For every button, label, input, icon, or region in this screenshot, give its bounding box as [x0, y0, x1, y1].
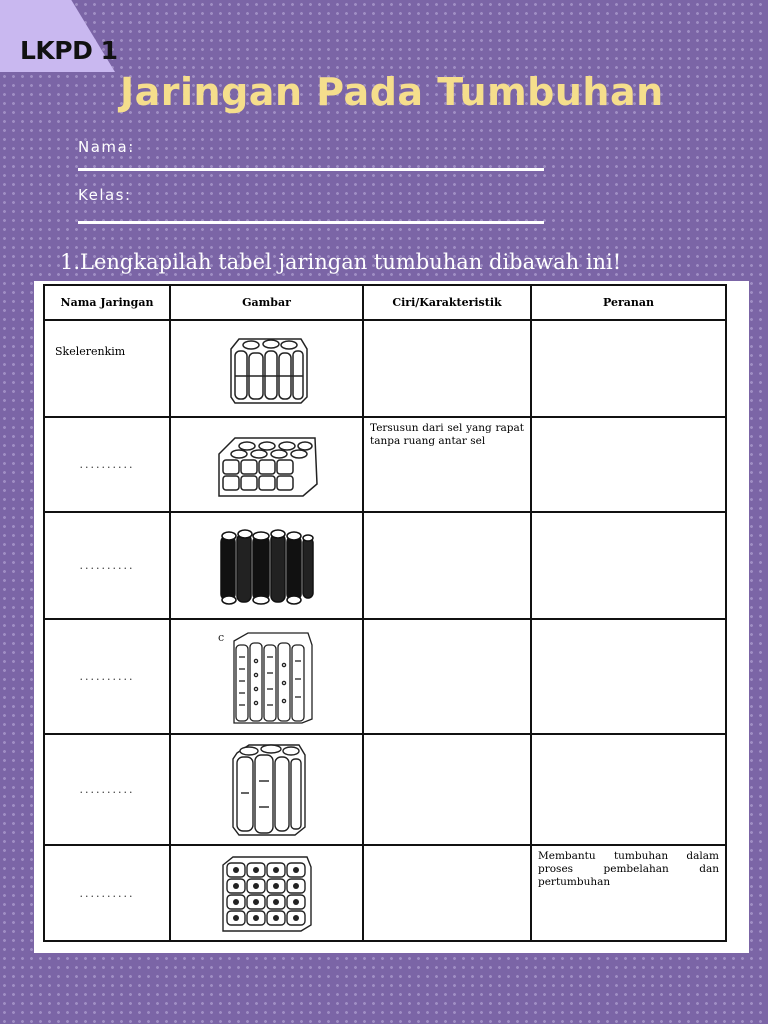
table-row [44, 320, 726, 417]
header-peranan: Peranan [531, 285, 726, 320]
row-nama[interactable]: .......... [44, 512, 170, 619]
row-ciri[interactable] [363, 320, 531, 417]
table-row [44, 417, 726, 512]
table-row [44, 734, 726, 845]
row-peranan[interactable]: Membantu tumbuhan dalam proses pembelahan dan pertumbuhan [531, 845, 726, 941]
tissue-table [43, 284, 727, 942]
row-peranan[interactable] [531, 734, 726, 845]
row-ciri[interactable] [363, 512, 531, 619]
row-nama[interactable]: .......... [44, 734, 170, 845]
svg-text:c: c [217, 630, 224, 644]
row-nama[interactable]: .......... [44, 845, 170, 941]
instruction-text: 1.Lengkapilah tabel jaringan tumbuhan dibawah ini! [60, 250, 622, 274]
sclerenchyma-drawing [170, 320, 363, 417]
row-nama[interactable]: Skelerenkim [44, 320, 170, 417]
row-ciri[interactable] [363, 734, 531, 845]
header-nama: Nama Jaringan [44, 285, 170, 320]
row-nama[interactable]: .......... [44, 417, 170, 512]
table-row [44, 845, 726, 941]
page-title: Jaringan Pada Tumbuhan [120, 70, 664, 114]
parenchyma-drawing [170, 417, 363, 512]
worksheet-paper [34, 281, 749, 953]
table-row [44, 512, 726, 619]
meristem-drawing [170, 845, 363, 941]
kelas-line[interactable] [78, 221, 544, 224]
table-header-row [44, 285, 726, 320]
row-peranan[interactable] [531, 512, 726, 619]
row-peranan[interactable] [531, 417, 726, 512]
nama-label: Nama: [78, 138, 135, 156]
nama-line[interactable] [78, 168, 544, 171]
lkpd-badge: LKPD 1 [20, 36, 118, 65]
kelas-label: Kelas: [78, 186, 132, 204]
vessel-drawing [170, 619, 363, 734]
row-peranan[interactable] [531, 619, 726, 734]
header-ciri: Ciri/Karakteristik [363, 285, 531, 320]
row-peranan[interactable] [531, 320, 726, 417]
header-gambar: Gambar [170, 285, 363, 320]
row-ciri[interactable]: Tersusun dari sel yang rapat tanpa ruang antar sel [363, 417, 531, 512]
row-nama[interactable]: .......... [44, 619, 170, 734]
collenchyma-drawing [170, 734, 363, 845]
row-ciri[interactable] [363, 845, 531, 941]
dark-cell-drawing [170, 512, 363, 619]
row-ciri[interactable] [363, 619, 531, 734]
table-row [44, 619, 726, 734]
